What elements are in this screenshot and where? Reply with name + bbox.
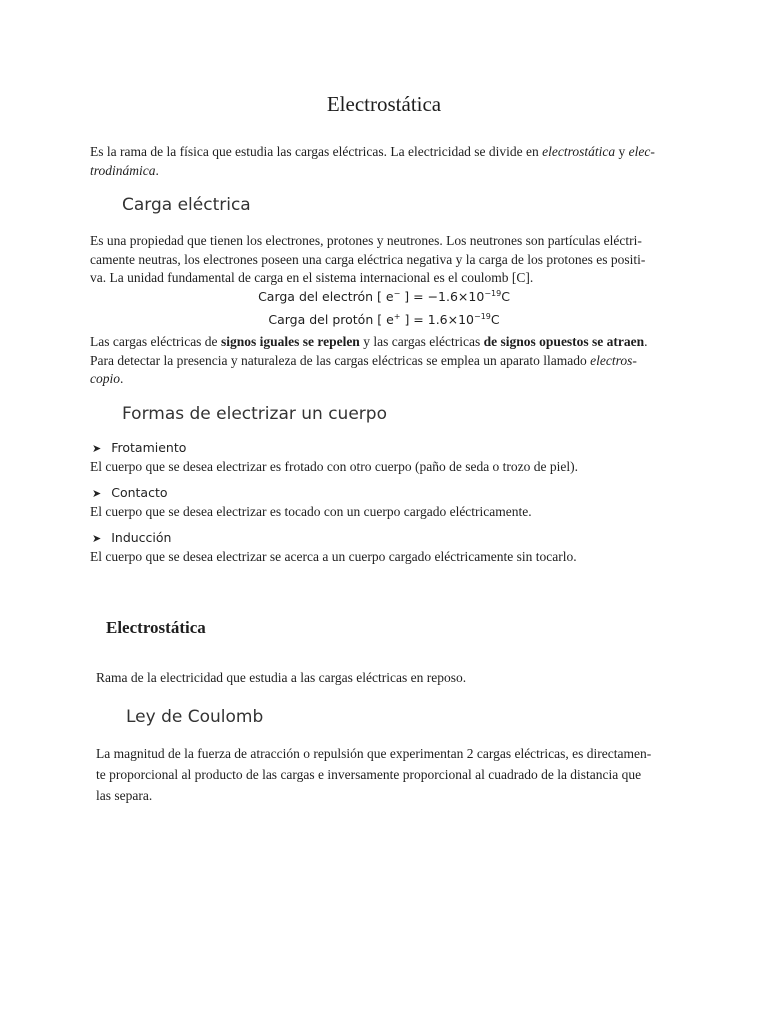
bullet-frotamiento: ➤ Frotamiento — [92, 440, 187, 455]
section-heading-carga: Carga eléctrica — [122, 195, 251, 215]
carga-paragraph: Es una propiedad que tienen los electrones, protones y neutrones. Los neutrones son partículas eléctri- camente neutras, los electrones poseen una carga eléctrica negativa y la carga de los protones es positi- va. La unidad fundamental de carga en el sistema internacional es el coulomb [C]. — [90, 233, 646, 285]
contacto-text: El cuerpo que se desea electrizar es tocado con un cuerpo cargado eléctricamente. — [90, 504, 532, 519]
formula-proton: Carga del protón [ e+ ] = $1.6\times 10^{-19}C$ — [268, 312, 500, 328]
arrow-icon: ➤ — [92, 442, 102, 455]
bullet-contacto: ➤ Contacto — [92, 485, 168, 500]
bullet-induccion: ➤ Inducción — [92, 530, 172, 545]
section-heading-formas: Formas de electrizar un cuerpo — [122, 404, 387, 424]
arrow-icon: ➤ — [92, 487, 102, 500]
induccion-text: El cuerpo que se desea electrizar se acerca a un cuerpo cargado eléctricamente sin tocarlo. — [90, 549, 577, 564]
frotamiento-text: El cuerpo que se desea electrizar es frotado con otro cuerpo (paño de seda o trozo de piel). — [90, 459, 579, 474]
section-heading-coulomb: Ley de Coulomb — [126, 707, 264, 727]
arrow-icon: ➤ — [92, 532, 102, 545]
coulomb-paragraph: La magnitud de la fuerza de atracción o repulsión que experimentan 2 cargas eléctricas, es directamen- te proporcional al producto de las cargas e inversamente proporcional al cuadrado de la distancia que las separa. — [96, 746, 652, 803]
section2-intro: Rama de la electricidad que estudia a las cargas eléctricas en reposo. — [96, 670, 467, 685]
formula-electron: Carga del electrón [ e− ] = $-1.6\times 10^{-19}C$ — [258, 289, 510, 305]
section2-title: Electrostática — [106, 618, 206, 637]
intro-paragraph: Es la rama de la física que estudia las cargas eléctricas. La electricidad se divide en electrostática y elec- trodinámica. — [90, 144, 655, 178]
page-title: Electrostática — [326, 92, 442, 116]
cargas-paragraph: Las cargas eléctricas de signos iguales se repelen y las cargas eléctricas de signos opuestos se atraen. Para detectar la presencia y naturaleza de las cargas eléctricas se emplea un aparato llamado electros- copio. — [90, 334, 648, 386]
